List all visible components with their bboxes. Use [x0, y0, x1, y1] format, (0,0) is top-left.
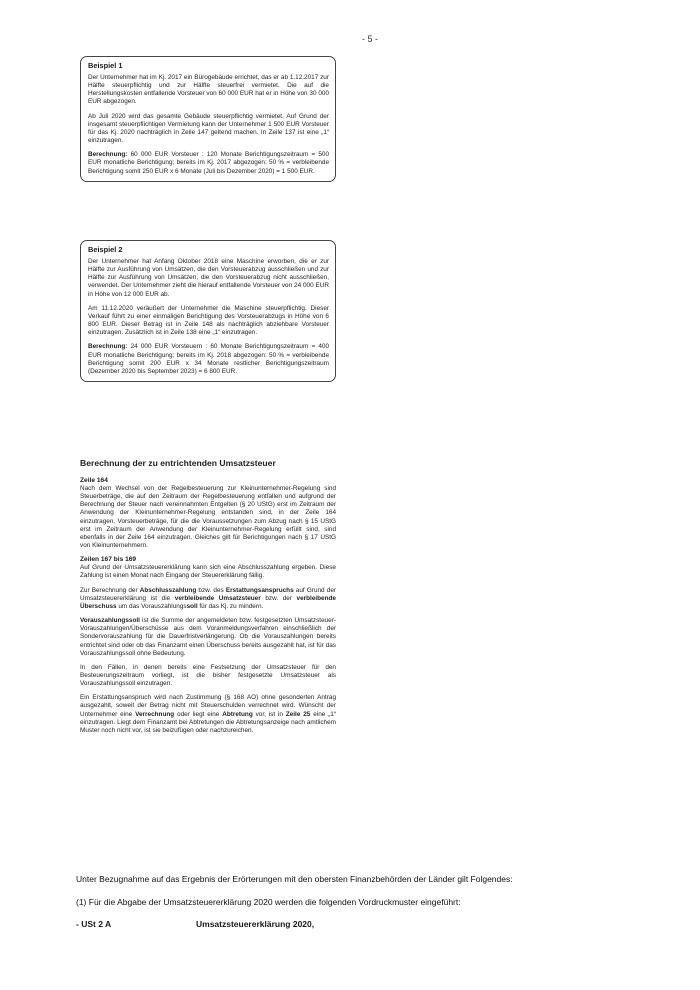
bold-term: Abschlusszahlung	[139, 586, 197, 594]
bold-term: Zeile 25	[285, 710, 311, 718]
bold-term: soll	[186, 602, 198, 610]
example-2-paragraph-1: Der Unternehmer hat Anfang Oktober 2018 eine Maschine erworben, die er zur Hälfte zur Ausführung von Umsätzen, die den Vorsteuerabzug ausschließen und zur Hälfte zur Ausführung von Umsätzen, die den Vorsteuerabzug nicht ausschließen, verwendet. Der Unternehmer zieht die hierauf entfallende Vorsteuer von 24 000 EUR in Höhe von 12 000 EUR ab.	[88, 258, 329, 298]
text-span: bzw. der	[260, 594, 297, 602]
introduction-sentence: (1) Für die Abgabe der Umsatzsteuererklärung 2020 werden die folgenden Vordruckmuster eingeführt:	[76, 897, 461, 907]
bold-term: verbleibende Überschuss	[80, 594, 336, 610]
festsetzung-paragraph: In den Fällen, in denen bereits eine Festsetzung der Umsatzsteuer für den Besteuerungszeitraum vorliegt, ist die bisher festgesetzte Umsatzsteuer als Vorauszahlungssoll einzutragen.	[80, 663, 336, 688]
text-span: auf Grund der Umsatzsteuererklärung ist die	[80, 586, 336, 602]
text-span: oder liegt eine	[174, 710, 223, 718]
section-heading: Berechnung der zu entrichtenden Umsatzsteuer	[80, 458, 276, 468]
example-1-calculation-label: Berechnung:	[88, 151, 128, 159]
bold-term: Erstattungsanspruchs	[225, 586, 294, 594]
text-span: ist die Summe der angemeldeten bzw. festgesetzten Umsatzsteuer-Vorauszahlungen/Überschüsse aus dem Voranmeldungsverfahren einschließlich der Sondervorauszahlung für die Dauerfristverlängerung. Ob die Vorauszahlungen bereits entrichtet sind oder ob das Finanzamt einen Überschuss bereits ausgezahlt hat, ist für das Vorauszahlungssoll ohne Bedeutung.	[80, 617, 336, 657]
vorauszahlungssoll-paragraph	[80, 617, 336, 658]
example-2-calculation	[88, 343, 329, 376]
example-2-calculation-label: Berechnung:	[88, 343, 128, 351]
form-code: - USt 2 A	[76, 919, 112, 929]
example-2-paragraph-2: Am 11.12.2020 veräußert der Unternehmer die Maschine steuerpflichtig. Dieser Verkauf führt zu einer einmaligen Berichtigung des Vorsteuerabzugs in Höhe von 6 800 EUR. Dieser Betrag ist in Zeile 148 als nachträglich abziehbare Vorsteuer einzutragen. Zusätzlich ist in Zeile 138 eine „1“ einzutragen.	[88, 304, 329, 337]
page-number: - 5 -	[361, 34, 378, 44]
text-span: eine „1“ einzutragen. Liegt dem Finanzamt bei Abtretungen die Abtretungsanzeige nach amtlichem Muster noch nicht vor, ist sie beizufügen oder nachzureichen.	[80, 710, 336, 734]
text-span: vor, ist in	[252, 710, 286, 718]
bold-term: verbleibende Umsatzsteuer	[174, 594, 261, 602]
calculation-section	[80, 458, 336, 741]
example-1-calculation	[88, 151, 329, 175]
form-title: Umsatzsteuererklärung 2020,	[196, 919, 315, 929]
zeilen-167-169-text: Auf Grund der Umsatzsteuererklärung kann sich eine Abschlusszahlung ergeben. Diese Zahlung ist einen Monat nach Eingang der Steuererklärung fällig.	[80, 564, 336, 580]
example-2-calculation-text: 24 000 EUR Vorsteuern : 60 Monate Berichtigungszeitraum = 400 EUR monatliche Berichtigung; bereits im Kj. 2018 abgezogen: 50 % = verbleibende Berichtigung somit 200 EUR x 34 Monate restlicher Berichtigungszeitraum (Dezember 2020 bis September 2023) = 6 800 EUR.	[88, 343, 329, 375]
text-span: Ein Erstattungsanspruch wird nach Zustimmung (§ 168 AO) ohne gesonderten Antrag ausgezahlt, soweit der Betrag nicht mit Steuerschulden verrechnet wird. Wünscht der Unternehmer eine	[80, 694, 336, 718]
example-1-paragraph-1: Der Unternehmer hat im Kj. 2017 ein Bürogebäude errichtet, das er ab 1.12.2017 zur Hälfte steuerpflichtig und zur Hälfte steuerfrei vermietet. Die auf die Herstellungskosten entfallende Vorsteuer von 60 000 EUR hat er in Höhe von 30 000 EUR abgezogen.	[88, 74, 329, 106]
example-1-box	[80, 56, 336, 182]
example-1-paragraph-2: Ab Juli 2020 wird das gesamte Gebäude steuerpflichtig vermietet. Auf Grund der insgesamt steuerpflichtigen Vermietung kann der Unternehmer 1 500 EUR Vorsteuer für das Kj. 2020 nachträglich in Zeile 147 geltend machen. In Zeile 137 ist eine „1“ einzutragen.	[88, 112, 329, 145]
example-2-title: Beispiel 2	[88, 245, 123, 254]
text-span: Zur Berechnung der	[80, 586, 140, 594]
bold-term: Abtretung	[222, 710, 253, 718]
example-1-title: Beispiel 1	[88, 61, 123, 70]
text-span: bzw. des	[196, 586, 226, 594]
reference-sentence: Unter Bezugnahme auf das Ergebnis der Erörterungen mit den obersten Finanzbehörden der Länder gilt Folgendes:	[76, 874, 513, 884]
bold-term: Vorauszahlungssoll	[80, 617, 140, 625]
zeile-164-text: Nach dem Wechsel von der Regelbesteuerung zur Kleinunternehmer-Regelung sind Steuerbeträge, die auf den Zeitraum der Regelbesteuerung entfallen und aufgrund der Berechnung der Steuer nach vereinnahmten Entgelten (§ 20 UStG) erst im Zeitraum der Anwendung der Kleinunternehmer-Regelung entstanden sind, in der Zeile 164 einzutragen. Vorsteuerbeträge, für die die Voraussetzungen zum Abzug nach § 15 UStG erst im Zeitraum der Anwendung der Kleinunternehmer-Regelung erfüllt sind, sind ebenfalls in der Zeile 164 einzutragen. Gleiches gilt für Berichtigungen nach § 17 UStG von Kleinunternehmern.	[80, 485, 336, 550]
abschlusszahlung-paragraph	[80, 587, 336, 611]
text-span: um das Vorauszahlungs	[116, 602, 187, 610]
erstattungsanspruch-paragraph	[80, 694, 336, 735]
bold-term: Verrechnung	[135, 710, 175, 718]
example-2-box	[80, 240, 336, 382]
zeilen-167-169-heading: Zeilen 167 bis 169	[80, 556, 137, 564]
example-1-calculation-text: 60 000 EUR Vorsteuer : 120 Monate Berichtigungszeitraum = 500 EUR monatliche Berichtigung; bereits im Kj. 2017 abgezogen: 50 % = verbleibende Berichtigung somit 250 EUR x 6 Monate (Juli bis Dezember 2020) = 1 500 EUR.	[88, 151, 329, 175]
text-span: für das Kj. zu mindern.	[197, 602, 264, 610]
zeile-164-heading: Zeile 164	[80, 477, 108, 484]
